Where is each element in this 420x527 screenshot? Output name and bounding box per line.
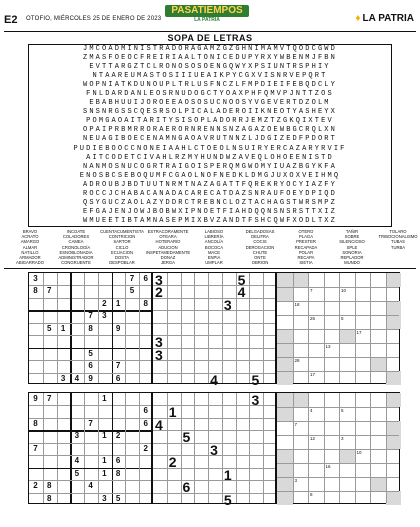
given-number: 2 [155,284,163,301]
given-digit: 9 [33,394,38,403]
word-item: SILENCIOSO [339,239,365,245]
given-number: 6 [182,479,191,496]
grid-line [181,273,182,383]
given-digit: 4 [74,373,80,383]
word-list-column [328,229,376,265]
given-digit: 6 [143,274,148,283]
diamond-icon: ♦ [355,13,361,24]
word-item: ACRATO [21,234,39,240]
shaded-cell [277,477,293,491]
grid-line [194,273,195,383]
shaded-cell [386,491,402,505]
given-number: 5 [223,491,232,508]
word-item: ENPIA [207,255,221,261]
word-item: ONTE [254,255,266,261]
grid-line [277,371,399,372]
grid-line [308,273,309,383]
given-number: 4 [210,371,218,388]
word-item: ADUCION [158,244,178,250]
given-digit: 3 [102,311,107,321]
letter-row: QSYGUCZÁOLAZYDDRCTREBÑCLOZTACHAGSTWRSMPZ [82,198,338,207]
shaded-cell [339,329,355,343]
word-list-column [98,229,146,265]
grid-line [153,310,275,311]
grid-line [293,393,294,503]
given-digit: 5 [115,493,121,503]
word-item: TUBAS [391,239,405,245]
page-number: E2 [4,14,18,26]
word-item: SARTOR [113,239,131,245]
shaded-cell [386,273,402,287]
given-digit: 3 [33,274,38,283]
shaded-cell [277,371,293,385]
grid-line [153,480,275,481]
word-item: TOLARO [389,229,407,234]
word-item: TAÑIR [345,229,359,234]
word-item: CHUTE [252,249,268,255]
grid-line [167,393,168,503]
given-digit: 7 [115,361,121,371]
letter-row: ROCCJCHABACANADACARECATDAZSNRAUFOEYDPIQD [82,189,338,198]
word-item: CRONOLOGÍA [61,244,91,250]
grid-line [70,393,72,503]
word-item: ESTRACORAMENTE [147,229,189,234]
logo-text: PASATIEMPOS [165,5,249,17]
word-item: TRIBOCIONALISMO [378,234,418,240]
given-digit: 8 [143,298,148,308]
shaded-cell [386,435,402,449]
given-digit: 3 [74,431,80,441]
grid-line [324,273,325,383]
word-item: CONGRUENTE [61,260,91,266]
letter-row: NÁNMOSNUCOGRTRAIGOISPERQMGWOMYIUAZBGYKFA [82,162,338,171]
word-item: DELIFRA [251,234,269,240]
clue-number: 7 [294,422,298,427]
clue-number: 10 [341,288,347,293]
grid-line [263,273,264,383]
grid-line [339,393,340,503]
word-item: POLAR [298,249,314,255]
shaded-cell [293,393,309,407]
clue-number: 18 [294,302,300,307]
word-item: DONAZ [160,255,176,261]
clue-number: 3 [294,478,298,483]
grid-line [112,393,114,503]
grid-line [153,493,275,494]
word-item: OTEARA [159,234,177,240]
clue-number: 28 [294,358,300,363]
given-number: 5 [251,371,260,388]
word-item: MACE [207,249,221,255]
given-digit: 1 [115,298,121,308]
grid-line [386,393,387,503]
grid-line [222,393,223,503]
given-digit: 7 [33,443,38,453]
logo-subtext: LA PATRIA [194,17,220,23]
grid-line [324,393,325,503]
word-item: CAMEA [68,239,84,245]
word-list-column [236,229,284,265]
clue-number: 12 [310,436,316,441]
grid-line [249,273,250,383]
word-item: SOBRE [344,234,360,240]
grid-line [29,335,151,336]
shaded-cell [277,343,293,357]
given-digit: 8 [33,418,38,428]
letter-row: OPAIPRBMRRORAERORNRENNSNZAGAZOEWBGCRQLXN [82,126,338,135]
word-item: HOTERARIO [155,239,181,245]
letter-row: AITCODETCIVAHLRZMYHUNDWZAVEQLOHOEENISTD [86,153,334,162]
grid-line [29,430,151,432]
word-item: CICLO [115,244,129,250]
grid-line [236,393,237,503]
given-digit: 6 [115,373,121,383]
grid-line [277,315,399,316]
word-item: ADMINISTRADOR [58,255,94,261]
grid-line [70,273,72,383]
shaded-cell [386,393,402,407]
letter-row: ENOSBCSEBOQUMFCGAOLNOFNÉDKLDMGJUXOXVEIHMQ [79,171,341,180]
word-item: INCOATE [66,229,86,234]
letter-row: NEUAGIBOECENAMNGAOAVRUTNNZLJDGIZEDFPDORT [82,135,338,144]
word-item: ECUACION [110,249,134,255]
grid-line [153,430,275,431]
brand [355,13,414,24]
shaded-cell [386,421,402,435]
given-digit: 1 [60,323,66,333]
given-digit: 2 [33,481,38,491]
grid-line [29,443,151,444]
given-number: 1 [168,404,177,421]
given-number: 1 [223,466,232,483]
grid-line [29,455,151,456]
clue-number: 4 [310,408,313,413]
shaded-cell [277,357,293,371]
clue-number: 16 [325,464,331,469]
word-item: LABIOSO [204,229,224,234]
word-item: RECAPADA [294,244,318,250]
grid-line [153,348,275,349]
given-digit: 8 [115,468,121,478]
given-digit: 8 [47,481,52,491]
word-item: PRESTER [296,239,316,245]
word-item: DEROGACION [245,244,275,250]
letter-row: EVTTARGZTCLROÑOSOSOENGQWYXPSIUNTRSPHIY [89,63,331,72]
word-item: UMPLAR [205,260,223,266]
letter-row: SNSNRGSSCQESRSOLPICALADEROIIKNEOTYASHEYX [82,108,338,117]
word-item: COCIS [253,239,267,245]
word-list-column [282,229,330,265]
word-list-column [190,229,238,265]
given-digit: 7 [88,418,93,428]
shaded-cell [277,491,293,505]
grid-line [277,287,399,288]
given-digit: 3 [60,373,66,383]
grid-line [98,393,99,503]
given-number: 2 [168,454,177,471]
grid-line [277,435,399,436]
given-digit: 6 [88,361,93,371]
clue-number: 13 [325,344,331,349]
word-item: ARMADOR [19,255,41,261]
given-digit: 1 [102,431,107,441]
grid-line [208,273,209,383]
given-digit: 9 [88,373,93,383]
grid-line [263,393,264,503]
word-item: DOSTA [114,255,130,261]
clue-number: 17 [356,330,362,335]
kakuro-puzzle-1 [276,272,400,384]
given-number: 3 [155,334,163,351]
shaded-cell [370,477,386,491]
grid-line [277,329,399,330]
letter-row: WOPNIATKDUÑOUPLTRLUSFNCZLFMPDIEIFEBQDCLY [82,81,338,90]
shaded-cell [277,407,293,421]
given-digit: 6 [115,456,121,466]
word-item: REPLADOR [340,255,364,261]
grid-line [153,298,275,299]
word-item: ALMAR [22,244,38,250]
grid-line [153,335,275,336]
word-item: SIETIA [299,260,313,266]
given-digit: 2 [143,443,148,453]
clue-number: 10 [356,450,362,455]
word-item: SONORIA [342,249,362,255]
given-number: 3 [155,272,163,288]
given-digit: 4 [88,481,93,491]
clue-number: 17 [310,372,316,377]
word-item: OBRION [251,260,269,266]
word-list-column [6,229,54,265]
shaded-cell [277,329,293,343]
given-digit: 8 [33,286,38,296]
word-item: RECAPA [297,255,315,261]
grid-line [29,298,151,299]
given-digit: 2 [115,431,121,441]
word-item: PLAGA [299,234,313,240]
word-item: OTERO [298,229,314,234]
word-item: MUNDO [344,260,360,266]
given-digit: 7 [47,286,52,296]
kakuro-puzzle-2 [276,392,400,504]
given-digit: 4 [74,456,80,466]
word-item: CONTRICION [108,234,136,240]
number-puzzle-2 [152,392,276,508]
given-digit: 1 [102,456,107,466]
clue-number: 26 [310,316,316,321]
grid-line [339,273,340,383]
letter-row: WMUEETIBTAMNASEPMIXBVZANDTFSHCQWFXODLTXZ [82,216,338,225]
word-item: LIBRERÍA [204,234,224,240]
grid-line [370,273,371,383]
shaded-cell [370,357,386,371]
grid-line [386,273,387,383]
letter-row: ZMASFOEOCFREIRIÁALTÓNICEDUPYRXYWBENMJFBN [82,54,338,63]
grid-line [153,323,275,324]
given-digit: 5 [129,286,135,296]
word-item: CUENTACUMENTISTA [100,229,144,234]
grid-line [308,393,309,503]
number-puzzle-1 [152,272,276,388]
word-item: ABIGARRADO [16,260,44,266]
shaded-cell [277,287,293,301]
word-item: INSPETAMEDAMENTE [145,249,191,255]
grid-line [194,393,195,503]
word-item: TURBA [390,244,406,250]
grid-line [277,407,399,408]
grid-line [277,491,399,492]
word-item: DESPOBLAR [109,260,135,266]
word-item: BRAVO [22,229,38,234]
shaded-cell [277,273,293,287]
grid-line [277,343,399,344]
sudoku-puzzle-1 [28,272,152,384]
word-item: JERGA [161,260,175,266]
word-item: DELGADOSAS [245,229,275,234]
word-list-column [144,229,192,265]
given-digit: 6 [143,406,148,416]
letter-row: JMCOADMINISTRADORAGAMZGZGHNIMAMVTQODCGWD [82,45,338,53]
shaded-cell [386,301,402,315]
clue-number: 3 [341,436,344,441]
grid-line [355,273,356,383]
grid-line [236,273,237,383]
word-search-title: SOPA DE LETRAS [167,33,253,43]
page-header [0,0,420,32]
given-digit: 7 [88,311,93,321]
word-item: ANCOLÍA [204,239,224,245]
grid-line [293,273,294,383]
clue-number: 5 [341,316,344,321]
grid-line [222,273,223,383]
word-item: BOCOCA [204,244,224,250]
grid-line [153,360,275,361]
given-number: 4 [237,284,246,301]
sudoku-puzzle-2 [28,392,152,504]
grid-line [208,393,209,503]
letter-row: ADROUBJBDTUUTNRMTNÁZAGATTFQREKRYOCYIAZFY [82,180,338,189]
shaded-cell [293,273,309,287]
given-digit: 8 [88,323,93,333]
grid-line [57,393,58,503]
given-digit: 1 [102,394,107,403]
shaded-cell [339,449,355,463]
given-number: 3 [251,392,260,408]
grid-line [125,393,126,503]
shaded-cell [386,315,402,329]
letter-row: PUDIEBOOCCNONEIAAHLCTOEOLNSUIRYERCAZARYRVIF [73,144,347,153]
letter-row: FNLDARDANLEOSRNUDOGCTYOAXPHFQMVPJNTTZOS [86,90,334,99]
given-number: 5 [182,429,191,446]
letter-row: NTAAREUMASTOSIIIUEAIKPYCGXVISNRVEPQRT [92,72,328,81]
shaded-cell [277,393,293,407]
grid-line [29,405,151,406]
given-number: 4 [155,416,163,433]
given-digit: 2 [102,298,107,308]
dateline: OTOFIO, MIÉRCOLES 25 DE ENERO DE 2023 [26,16,162,22]
given-digit: 3 [102,493,107,503]
word-list-column [52,229,100,265]
grid-line [277,463,399,464]
word-item: ESNOBLONADIA [59,249,93,255]
word-item: SPLE [346,244,358,250]
grid-line [29,468,151,470]
word-item: AMARGO [20,239,40,245]
given-digit: 5 [88,348,93,358]
grid-line [277,449,399,450]
given-number: 3 [223,296,232,313]
header-rule [4,31,416,32]
given-digit: 7 [47,394,52,403]
word-item: NATILLO [21,249,39,255]
shaded-cell [277,449,293,463]
word-search-grid [28,44,392,227]
shaded-cell [277,463,293,477]
grid-line [167,273,168,383]
given-digit: 1 [102,468,107,478]
given-number: 3 [210,441,218,458]
pasatiempos-logo [165,5,249,29]
grid-line [98,273,99,383]
clue-number: 7 [310,288,313,293]
word-list-column [374,229,420,250]
grid-line [355,393,356,503]
grid-line [139,273,140,383]
given-number: 3 [155,346,163,363]
given-digit: 8 [47,493,52,503]
section-divider [4,268,416,269]
given-digit: 5 [74,468,80,478]
grid-line [249,393,250,503]
clue-number: 8 [310,492,313,497]
brand-name: LA PATRIA [362,13,414,24]
letter-row: EBABHUUIJOROEEAOSOSUCNOOSYVGEVERTDZOLM [89,99,331,108]
word-item: COLADORES [62,234,90,240]
shaded-cell [386,371,402,385]
given-digit: 7 [129,274,135,283]
letter-row: POMGAOAÍTÁRITYSISOPLADORRJEMZTZGKQIXTEV [86,117,334,126]
grid-line [153,285,275,286]
given-digit: 9 [115,323,121,333]
given-digit: 6 [143,418,148,428]
grid-line [370,393,371,503]
clue-number: 5 [341,408,344,413]
given-digit: 5 [47,323,52,333]
grid-line [181,393,182,503]
given-number: 5 [237,272,246,288]
letter-row: EFGAJENJOWJBOBWXIPNOETFIAHDQQNSNSRSTTXIZ [82,207,338,216]
